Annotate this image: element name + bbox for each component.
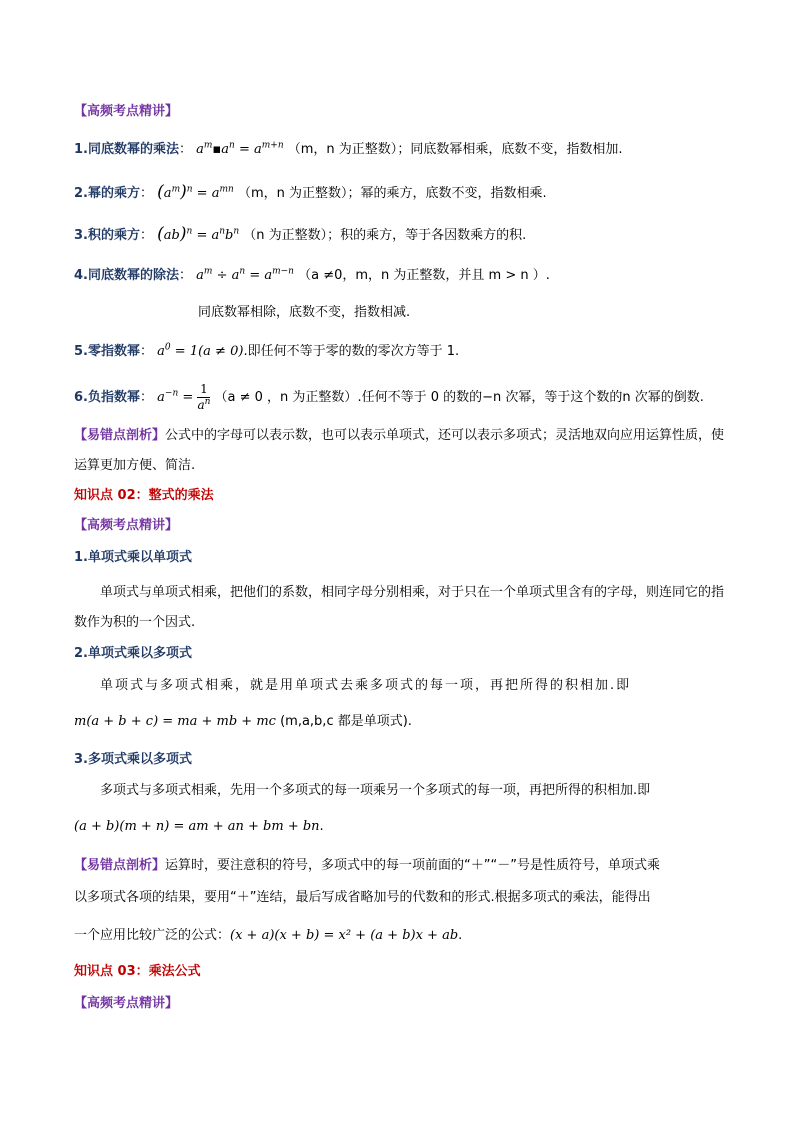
- error-analysis-note-1: 【易错点剖析】公式中的字母可以表示数，也可以表示单项式，还可以表示多项式；灵活地双向应用运算性质，使运算更加方便、简洁.: [74, 428, 725, 473]
- formula-negative-exponent: $a^{-n}$ = $\frac{1}{a^n}$: [157, 382, 211, 412]
- rule-2: 2.幂的乘方： $(a^m)^n = a^{mn}$ （m，n 为正整数）；幂的乘方，底数不变，指数相乘.: [74, 182, 547, 202]
- rule-description: ；同底数幂相乘，底数不变，指数相加.: [397, 142, 623, 157]
- rule-name: 负指数幂: [87, 390, 140, 405]
- rule-4: 4.同底数幂的除法： $a^m \div a^n = a^{m-n}$ （a ≠0，m，n 为正整数，并且 m > n ）.: [74, 266, 550, 283]
- formula-general-product: (x + a)(x + b) = x² + (a + b)x + ab: [230, 928, 459, 943]
- knowledge-point-02-heading: 知识点 02：整式的乘法: [74, 488, 214, 503]
- formula-condition: (m,a,b,c 都是单项式).: [280, 714, 412, 729]
- rule-description: .任何不等于 0 的数的−n 次幂，等于这个数的n 次幂的倒数.: [357, 390, 704, 405]
- formula-polynomial-times-polynomial: (a + b)(m + n) = am + an + bm + bn: [74, 819, 320, 834]
- rule-description: .即任何不等于零的数的零次方等于 1.: [243, 344, 460, 359]
- section-tag-high-frequency: 【高频考点精讲】: [74, 996, 179, 1011]
- error-analysis-note-2-line-2: 以多项式各项的结果，要用“＋”连结，最后写成省略加号的代数和的形式.根据多项式的乘法，能得出: [74, 890, 651, 905]
- subsection-title-2: 2.单项式乘以多项式: [74, 646, 192, 661]
- rule-condition: （n 为正整数）: [243, 228, 328, 243]
- rule-description: ；幂的乘方，底数不变，指数相乘.: [347, 186, 547, 201]
- formula-monomial-times-polynomial: m(a + b + c) = ma + mb + mc: [74, 714, 276, 729]
- error-analysis-note-2-line-3: 一个应用比较广泛的公式：(x + a)(x + b) = x² + (a + b)x + ab.: [74, 928, 463, 943]
- rule-condition: （a ≠0，m，n 为正整数，并且 m > n ）.: [298, 268, 550, 283]
- section-tag-high-frequency: 【高频考点精讲】: [74, 104, 179, 119]
- rule-1: 1.同底数幂的乘法： $a^m▪a^n = a^{m+n}$ （m，n 为正整数）；同底数幂相乘，底数不变，指数相加.: [74, 140, 623, 157]
- rule-number: 1.: [74, 142, 88, 157]
- subsection-title-1: 1.单项式乘以单项式: [74, 550, 192, 565]
- error-analysis-note-2: 【易错点剖析】运算时，要注意积的符号，多项式中的每一项前面的“＋”“－”号是性质符号，单项式乘: [74, 858, 660, 873]
- section-tag-error-analysis: 【易错点剖析】: [74, 428, 166, 443]
- rule-name: 零指数幂: [87, 344, 140, 359]
- subsection-body-3: 多项式与多项式相乘，先用一个多项式的每一项乘另一个多项式的每一项，再把所得的积相加.即: [100, 783, 651, 798]
- rule-name: 同底数幂的乘法: [87, 142, 179, 157]
- rule-3: 3.积的乘方： $(ab)^n = a^nb^n$ （n 为正整数）；积的乘方，等于各因数乘方的积.: [74, 224, 527, 244]
- formula-zero-exponent: $a^0 = 1(a \ne 0)$: [157, 342, 244, 359]
- subsection-body-2: 单项式与多项式相乘，就是用单项式去乘多项式的每一项，再把所得的积相加.即: [100, 678, 632, 693]
- rule-condition: （m，n 为正整数）: [237, 186, 348, 201]
- rule-name: 同底数幂的除法: [87, 268, 179, 283]
- formula-power-of-product: $(ab)^n = a^nb^n$: [157, 224, 240, 244]
- rule-4-description: 同底数幂相除，底数不变，指数相减.: [198, 305, 411, 320]
- formula-product-of-powers: $a^m▪a^n = a^{m+n}$: [196, 140, 284, 157]
- rule-condition: （a ≠ 0 ，n 为正整数）: [214, 390, 358, 405]
- formula-quotient-of-powers: $a^m \div a^n = a^{m-n}$: [196, 266, 294, 283]
- knowledge-point-03-heading: 知识点 03：乘法公式: [74, 964, 201, 979]
- rule-6: 6.负指数幂： $a^{-n}$ = $\frac{1}{a^n}$ （a ≠ 0 ，n 为正整数）.任何不等于 0 的数的−n 次幂，等于这个数的n 次幂的倒数.: [74, 382, 704, 412]
- section-tag-error-analysis: 【易错点剖析】: [74, 858, 166, 873]
- rule-name: 幂的乘方: [87, 186, 140, 201]
- formula-power-of-power: $(a^m)^n = a^{mn}$: [157, 182, 234, 202]
- rule-5: 5.零指数幂： $a^0 = 1(a \ne 0)$.即任何不等于零的数的零次方等于 1.: [74, 342, 460, 359]
- rule-condition: （m，n 为正整数）: [287, 142, 398, 157]
- formula-polynomial-times-polynomial-line: (a + b)(m + n) = am + an + bm + bn.: [74, 819, 324, 834]
- rule-name: 积的乘方: [87, 228, 140, 243]
- formula-monomial-times-polynomial-line: [74, 712, 734, 732]
- subsection-body-1: 单项式与单项式相乘，把他们的系数，相同字母分别相乘，对于只在一个单项式里含有的字母，则连同它的指数作为积的一个因式.: [74, 585, 725, 630]
- section-tag-high-frequency: 【高频考点精讲】: [74, 518, 179, 533]
- subsection-title-3: 3.多项式乘以多项式: [74, 752, 192, 767]
- rule-description: ；积的乘方，等于各因数乘方的积.: [327, 228, 527, 243]
